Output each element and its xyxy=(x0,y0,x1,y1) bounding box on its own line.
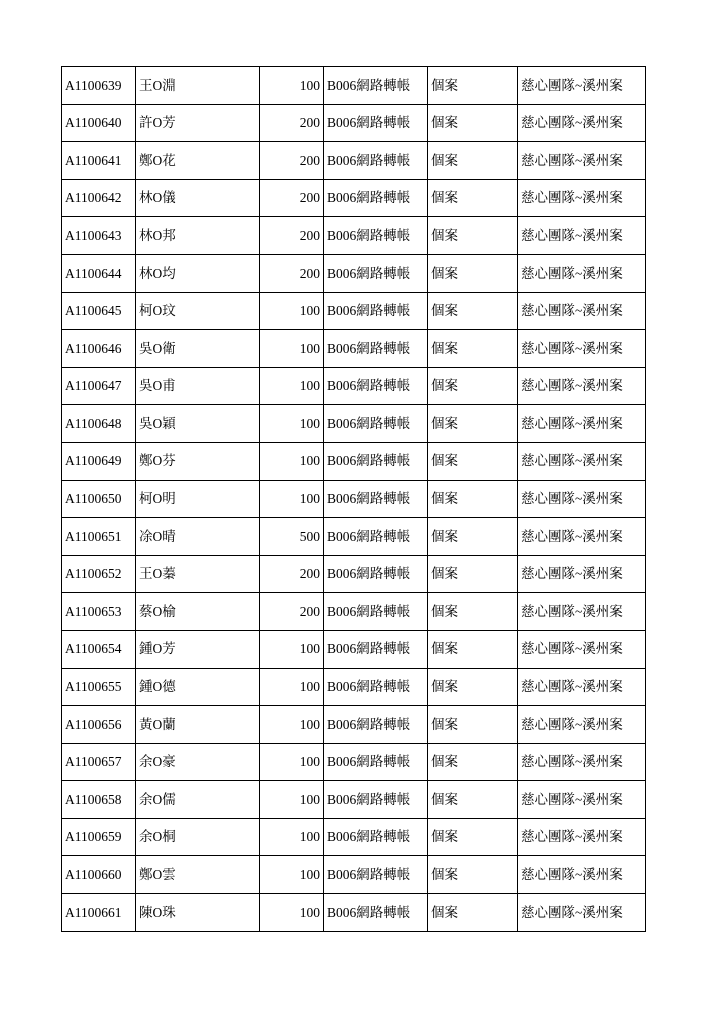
amount-cell: 100 xyxy=(260,292,324,330)
amount-cell: 200 xyxy=(260,593,324,631)
table-row xyxy=(62,405,646,443)
donor-name-cell: 余O桐 xyxy=(136,818,260,856)
table-row xyxy=(62,67,646,105)
amount-cell: 200 xyxy=(260,142,324,180)
donation-table-body xyxy=(62,67,646,932)
purpose-cell: 慈心團隊~溪州案 xyxy=(518,706,646,744)
table-row xyxy=(62,668,646,706)
receipt-id-cell: A1100645 xyxy=(62,292,136,330)
amount-cell: 100 xyxy=(260,856,324,894)
receipt-id-cell: A1100646 xyxy=(62,330,136,368)
payment-method-cell: B006網路轉帳 xyxy=(324,442,428,480)
table-row xyxy=(62,104,646,142)
donor-name-cell: 鄭O芬 xyxy=(136,442,260,480)
purpose-cell: 慈心團隊~溪州案 xyxy=(518,518,646,556)
donor-name-cell: 鄭O花 xyxy=(136,142,260,180)
receipt-id-cell: A1100643 xyxy=(62,217,136,255)
donation-type-cell: 個案 xyxy=(428,217,518,255)
receipt-id-cell: A1100658 xyxy=(62,781,136,819)
donor-name-cell: 凃O晴 xyxy=(136,518,260,556)
purpose-cell: 慈心團隊~溪州案 xyxy=(518,781,646,819)
payment-method-cell: B006網路轉帳 xyxy=(324,518,428,556)
donation-table xyxy=(61,66,646,932)
amount-cell: 500 xyxy=(260,518,324,556)
receipt-id-cell: A1100650 xyxy=(62,480,136,518)
amount-cell: 100 xyxy=(260,367,324,405)
donation-type-cell: 個案 xyxy=(428,781,518,819)
table-row xyxy=(62,518,646,556)
receipt-id-cell: A1100654 xyxy=(62,630,136,668)
donor-name-cell: 鄭O雲 xyxy=(136,856,260,894)
receipt-id-cell: A1100641 xyxy=(62,142,136,180)
payment-method-cell: B006網路轉帳 xyxy=(324,894,428,932)
donor-name-cell: 陳O珠 xyxy=(136,894,260,932)
purpose-cell: 慈心團隊~溪州案 xyxy=(518,555,646,593)
donation-type-cell: 個案 xyxy=(428,630,518,668)
payment-method-cell: B006網路轉帳 xyxy=(324,743,428,781)
payment-method-cell: B006網路轉帳 xyxy=(324,593,428,631)
purpose-cell: 慈心團隊~溪州案 xyxy=(518,142,646,180)
amount-cell: 100 xyxy=(260,67,324,105)
table-row xyxy=(62,630,646,668)
receipt-id-cell: A1100661 xyxy=(62,894,136,932)
donor-name-cell: 許O芳 xyxy=(136,104,260,142)
payment-method-cell: B006網路轉帳 xyxy=(324,630,428,668)
donor-name-cell: 余O豪 xyxy=(136,743,260,781)
payment-method-cell: B006網路轉帳 xyxy=(324,781,428,819)
receipt-id-cell: A1100660 xyxy=(62,856,136,894)
table-row xyxy=(62,706,646,744)
donor-name-cell: 柯O玟 xyxy=(136,292,260,330)
payment-method-cell: B006網路轉帳 xyxy=(324,480,428,518)
amount-cell: 100 xyxy=(260,442,324,480)
donor-name-cell: 鍾O德 xyxy=(136,668,260,706)
purpose-cell: 慈心團隊~溪州案 xyxy=(518,894,646,932)
table-row xyxy=(62,743,646,781)
donation-type-cell: 個案 xyxy=(428,518,518,556)
purpose-cell: 慈心團隊~溪州案 xyxy=(518,856,646,894)
table-row xyxy=(62,781,646,819)
donor-name-cell: 柯O明 xyxy=(136,480,260,518)
payment-method-cell: B006網路轉帳 xyxy=(324,367,428,405)
payment-method-cell: B006網路轉帳 xyxy=(324,856,428,894)
amount-cell: 200 xyxy=(260,217,324,255)
amount-cell: 100 xyxy=(260,781,324,819)
payment-method-cell: B006網路轉帳 xyxy=(324,179,428,217)
donation-type-cell: 個案 xyxy=(428,894,518,932)
amount-cell: 200 xyxy=(260,179,324,217)
receipt-id-cell: A1100652 xyxy=(62,555,136,593)
payment-method-cell: B006網路轉帳 xyxy=(324,555,428,593)
receipt-id-cell: A1100657 xyxy=(62,743,136,781)
donor-name-cell: 吳O衛 xyxy=(136,330,260,368)
donation-type-cell: 個案 xyxy=(428,330,518,368)
payment-method-cell: B006網路轉帳 xyxy=(324,142,428,180)
purpose-cell: 慈心團隊~溪州案 xyxy=(518,330,646,368)
receipt-id-cell: A1100651 xyxy=(62,518,136,556)
purpose-cell: 慈心團隊~溪州案 xyxy=(518,442,646,480)
payment-method-cell: B006網路轉帳 xyxy=(324,104,428,142)
table-row xyxy=(62,330,646,368)
purpose-cell: 慈心團隊~溪州案 xyxy=(518,367,646,405)
donation-type-cell: 個案 xyxy=(428,292,518,330)
donation-type-cell: 個案 xyxy=(428,743,518,781)
donation-type-cell: 個案 xyxy=(428,405,518,443)
purpose-cell: 慈心團隊~溪州案 xyxy=(518,179,646,217)
table-row xyxy=(62,142,646,180)
donation-type-cell: 個案 xyxy=(428,104,518,142)
purpose-cell: 慈心團隊~溪州案 xyxy=(518,67,646,105)
receipt-id-cell: A1100648 xyxy=(62,405,136,443)
purpose-cell: 慈心團隊~溪州案 xyxy=(518,668,646,706)
donation-type-cell: 個案 xyxy=(428,367,518,405)
receipt-id-cell: A1100639 xyxy=(62,67,136,105)
payment-method-cell: B006網路轉帳 xyxy=(324,405,428,443)
payment-method-cell: B006網路轉帳 xyxy=(324,254,428,292)
amount-cell: 100 xyxy=(260,706,324,744)
donation-type-cell: 個案 xyxy=(428,593,518,631)
payment-method-cell: B006網路轉帳 xyxy=(324,330,428,368)
payment-method-cell: B006網路轉帳 xyxy=(324,668,428,706)
receipt-id-cell: A1100659 xyxy=(62,818,136,856)
donation-type-cell: 個案 xyxy=(428,67,518,105)
payment-method-cell: B006網路轉帳 xyxy=(324,217,428,255)
table-row xyxy=(62,367,646,405)
amount-cell: 100 xyxy=(260,330,324,368)
donation-table-container xyxy=(61,66,646,932)
receipt-id-cell: A1100642 xyxy=(62,179,136,217)
purpose-cell: 慈心團隊~溪州案 xyxy=(518,217,646,255)
donor-name-cell: 鍾O芳 xyxy=(136,630,260,668)
donor-name-cell: 林O均 xyxy=(136,254,260,292)
donation-type-cell: 個案 xyxy=(428,142,518,180)
receipt-id-cell: A1100647 xyxy=(62,367,136,405)
donation-type-cell: 個案 xyxy=(428,668,518,706)
amount-cell: 200 xyxy=(260,104,324,142)
payment-method-cell: B006網路轉帳 xyxy=(324,818,428,856)
amount-cell: 100 xyxy=(260,668,324,706)
purpose-cell: 慈心團隊~溪州案 xyxy=(518,405,646,443)
donor-name-cell: 余O儒 xyxy=(136,781,260,819)
amount-cell: 100 xyxy=(260,818,324,856)
amount-cell: 200 xyxy=(260,254,324,292)
donation-type-cell: 個案 xyxy=(428,818,518,856)
receipt-id-cell: A1100656 xyxy=(62,706,136,744)
amount-cell: 100 xyxy=(260,405,324,443)
donation-type-cell: 個案 xyxy=(428,442,518,480)
donor-name-cell: 蔡O榆 xyxy=(136,593,260,631)
table-row xyxy=(62,818,646,856)
payment-method-cell: B006網路轉帳 xyxy=(324,706,428,744)
table-row xyxy=(62,480,646,518)
table-row xyxy=(62,179,646,217)
donation-type-cell: 個案 xyxy=(428,555,518,593)
table-row xyxy=(62,555,646,593)
receipt-id-cell: A1100653 xyxy=(62,593,136,631)
donor-name-cell: 林O儀 xyxy=(136,179,260,217)
amount-cell: 100 xyxy=(260,894,324,932)
purpose-cell: 慈心團隊~溪州案 xyxy=(518,292,646,330)
amount-cell: 100 xyxy=(260,743,324,781)
purpose-cell: 慈心團隊~溪州案 xyxy=(518,480,646,518)
payment-method-cell: B006網路轉帳 xyxy=(324,292,428,330)
table-row xyxy=(62,217,646,255)
table-row xyxy=(62,442,646,480)
purpose-cell: 慈心團隊~溪州案 xyxy=(518,630,646,668)
table-row xyxy=(62,856,646,894)
donor-name-cell: 吳O甫 xyxy=(136,367,260,405)
amount-cell: 200 xyxy=(260,555,324,593)
donor-name-cell: 吳O穎 xyxy=(136,405,260,443)
table-row xyxy=(62,292,646,330)
donation-type-cell: 個案 xyxy=(428,706,518,744)
table-row xyxy=(62,894,646,932)
receipt-id-cell: A1100644 xyxy=(62,254,136,292)
receipt-id-cell: A1100655 xyxy=(62,668,136,706)
donation-type-cell: 個案 xyxy=(428,179,518,217)
donor-name-cell: 黃O蘭 xyxy=(136,706,260,744)
purpose-cell: 慈心團隊~溪州案 xyxy=(518,104,646,142)
donation-type-cell: 個案 xyxy=(428,254,518,292)
table-row xyxy=(62,593,646,631)
donation-type-cell: 個案 xyxy=(428,480,518,518)
receipt-id-cell: A1100640 xyxy=(62,104,136,142)
purpose-cell: 慈心團隊~溪州案 xyxy=(518,743,646,781)
donation-type-cell: 個案 xyxy=(428,856,518,894)
donor-name-cell: 王O蓁 xyxy=(136,555,260,593)
table-row xyxy=(62,254,646,292)
purpose-cell: 慈心團隊~溪州案 xyxy=(518,254,646,292)
amount-cell: 100 xyxy=(260,630,324,668)
payment-method-cell: B006網路轉帳 xyxy=(324,67,428,105)
purpose-cell: 慈心團隊~溪州案 xyxy=(518,818,646,856)
receipt-id-cell: A1100649 xyxy=(62,442,136,480)
donor-name-cell: 林O邦 xyxy=(136,217,260,255)
purpose-cell: 慈心團隊~溪州案 xyxy=(518,593,646,631)
amount-cell: 100 xyxy=(260,480,324,518)
donor-name-cell: 王O淵 xyxy=(136,67,260,105)
